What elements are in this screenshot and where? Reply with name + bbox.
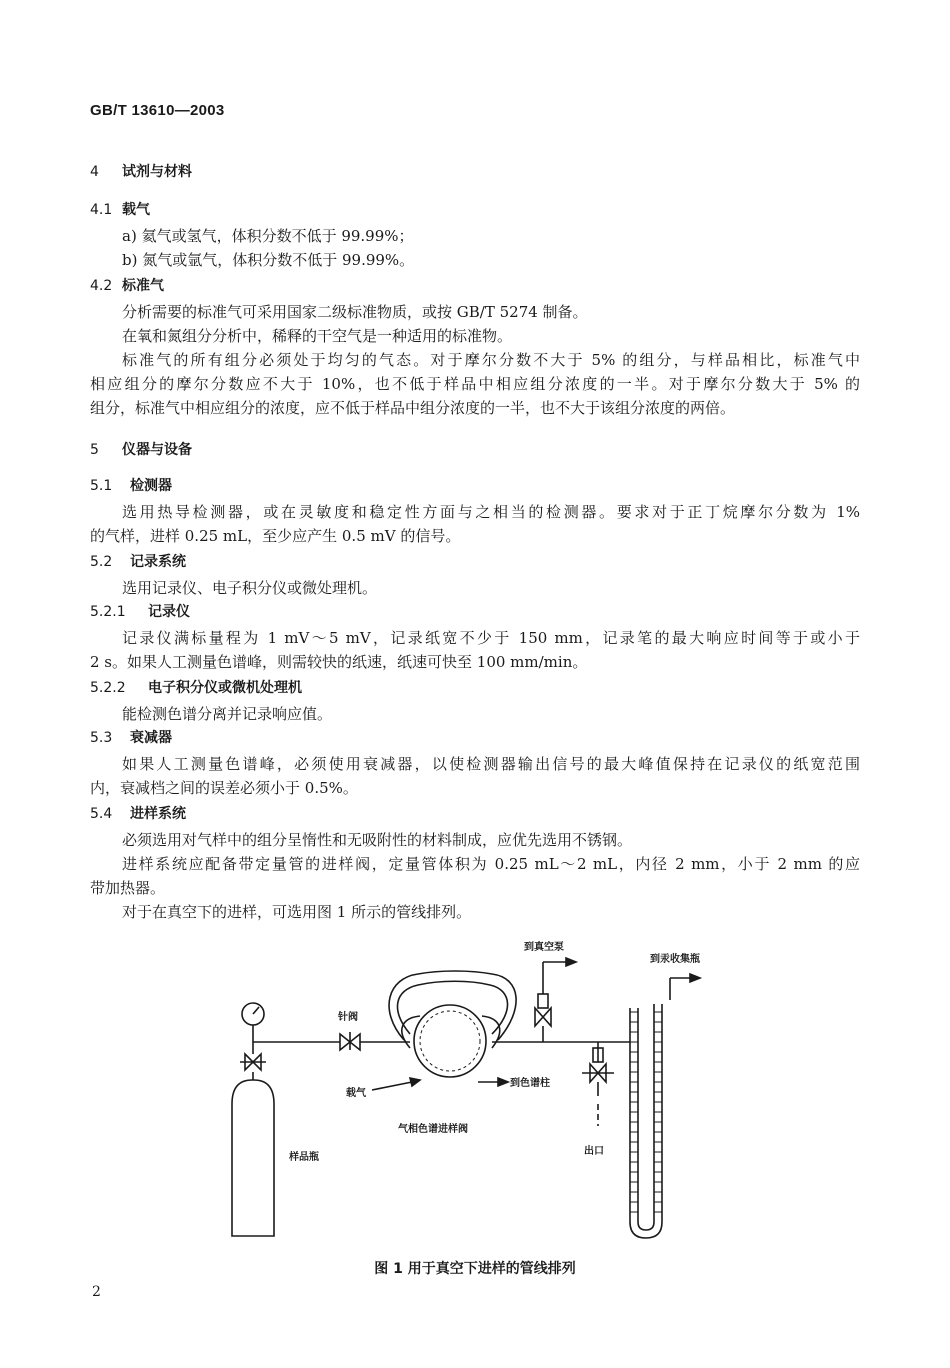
label-needle-valve: 针阀	[338, 1012, 358, 1023]
paragraph-line: 选用热导检测器，或在灵敏度和稳定性方面与之相当的检测器。要求对于正丁烷摩尔分数为 1%	[122, 503, 860, 521]
paragraph-line: 标准气的所有组分必须处于均匀的气态。对于摩尔分数不大于 5% 的组分，与样品相比，标准气中	[122, 351, 860, 369]
section-number: 5.3	[90, 730, 113, 746]
paragraph-line: 记录仪满标量程为 1 mV～5 mV，记录纸宽不少于 150 mm，记录笔的最大响应时间等于或小于	[122, 629, 860, 647]
label-sample-bottle: 样品瓶	[289, 1152, 319, 1163]
paragraph-line: 的气样，进样 0.25 mL，至少应产生 0.5 mV 的信号。	[90, 527, 461, 545]
paragraph: 必须选用对气样中的组分呈惰性和无吸附性的材料制成，应优先选用不锈钢。	[122, 831, 633, 849]
paragraph-line: 内，衰减档之间的误差必须小于 0.5%。	[90, 779, 358, 797]
section-number: 4	[90, 164, 99, 180]
section-title: 进样系统	[130, 806, 186, 822]
paragraph-line: 带加热器。	[90, 879, 166, 897]
label-mercury-bottle: 到汞收集瓶	[650, 954, 700, 965]
section-title: 标准气	[122, 278, 164, 294]
figure-caption: 图 1 用于真空下进样的管线排列	[374, 1261, 576, 1277]
paragraph: 对于在真空下的进样，可选用图 1 所示的管线排列。	[122, 903, 472, 921]
label-vacuum-pump: 到真空泵	[524, 942, 564, 953]
label-gc-valve: 气相色谱进样阀	[398, 1124, 468, 1135]
section-title: 记录系统	[130, 554, 186, 570]
paragraph: 能检测色谱分离并记录响应值。	[122, 705, 333, 723]
gc-sampling-valve-icon	[414, 1005, 486, 1077]
paragraph-line: 2 s。如果人工测量色谱峰，则需较快的纸速，纸速可快至 100 mm/min。	[90, 653, 588, 671]
u-tube-manometer	[630, 1004, 662, 1238]
section-title: 衰减器	[130, 730, 172, 746]
sample-bottle-icon	[232, 1080, 274, 1236]
list-item-b: b) 氮气或氩气，体积分数不低于 99.99%。	[122, 251, 415, 269]
section-number: 5.4	[90, 806, 113, 822]
section-title: 电子积分仪或微机处理机	[148, 680, 302, 696]
section-number: 5.2.2	[90, 680, 126, 696]
section-title: 仪器与设备	[122, 442, 192, 458]
section-number: 5.2	[90, 554, 113, 570]
label-carrier-gas: 载气	[346, 1088, 366, 1099]
list-item-a: a) 氦气或氢气，体积分数不低于 99.99%；	[122, 227, 414, 245]
section-number: 5.2.1	[90, 604, 126, 620]
paragraph: 选用记录仪、电子积分仪或微处理机。	[122, 579, 378, 597]
section-title: 检测器	[130, 478, 172, 494]
label-outlet: 出口	[584, 1146, 604, 1157]
label-to-column: 到色谱柱	[510, 1078, 550, 1089]
paragraph-line: 如果人工测量色谱峰，必须使用衰减器，以使检测器输出信号的最大峰值保持在记录仪的纸宽范围	[122, 755, 860, 773]
paragraph: 分析需要的标准气可采用国家二级标准物质，或按 GB/T 5274 制备。	[122, 303, 588, 321]
section-number: 5	[90, 442, 99, 458]
section-number: 4.2	[90, 278, 113, 294]
paragraph-line: 进样系统应配备带定量管的进样阀，定量管体积为 0.25 mL～2 mL，内径 2 mm，小于 2 mm 的应	[122, 855, 860, 873]
section-number: 4.1	[90, 202, 113, 218]
sample-loop	[398, 981, 508, 1034]
section-title: 记录仪	[148, 604, 190, 620]
section-number: 5.1	[90, 478, 113, 494]
paragraph-line: 相应组分的摩尔分数应不大于 10%，也不低于样品中相应组分浓度的一半。对于摩尔分数大于 5% 的	[90, 375, 860, 393]
standard-number: GB/T 13610—2003	[90, 102, 225, 119]
page-number: 2	[92, 1284, 101, 1300]
paragraph: 在氧和氮组分分析中，稀释的干空气是一种适用的标准物。	[122, 327, 513, 345]
paragraph-line: 组分，标准气中相应组分的浓度，应不低于样品中组分浓度的一半，也不大于该组分浓度的两倍。	[90, 399, 736, 417]
section-title: 试剂与材料	[122, 164, 192, 180]
vacuum-valve-icon	[535, 1008, 551, 1026]
manometer-scale	[630, 1012, 662, 1212]
section-title: 载气	[122, 202, 150, 218]
